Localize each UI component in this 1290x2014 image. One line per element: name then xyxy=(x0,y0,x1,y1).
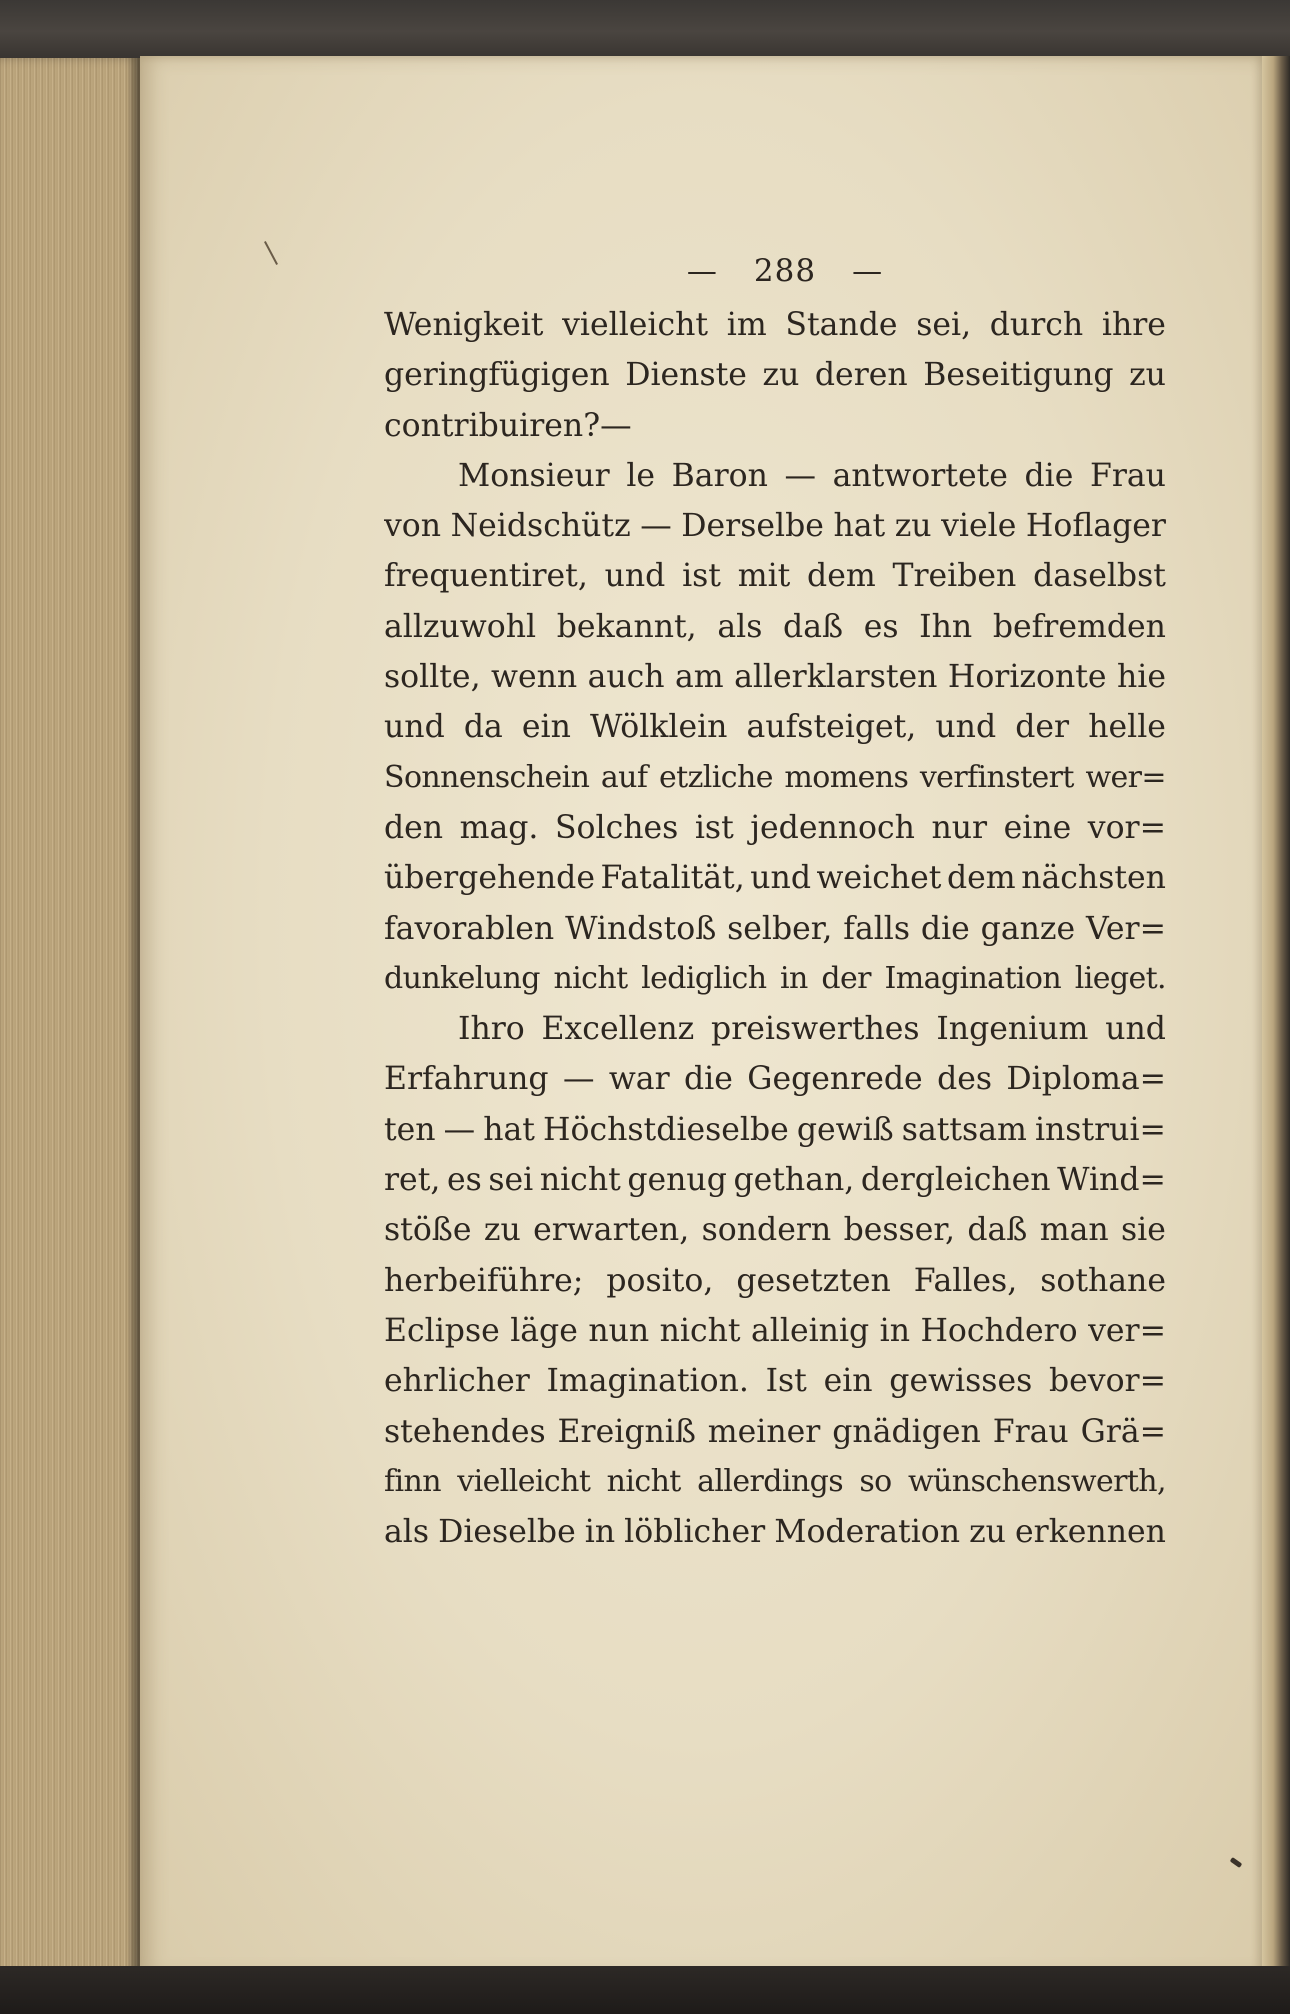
word: sie xyxy=(1121,1212,1166,1249)
word: allerklarsten xyxy=(734,659,938,696)
word: etzliche xyxy=(658,759,773,795)
word: daß xyxy=(967,1212,1028,1249)
word: in xyxy=(780,960,808,996)
word: Hochdero xyxy=(920,1312,1078,1349)
text-line xyxy=(384,1004,1166,1054)
word: Hoflager xyxy=(1025,508,1166,545)
text-line xyxy=(384,602,1166,652)
word: selber, xyxy=(727,910,833,947)
word: zu xyxy=(1129,357,1166,394)
word: die xyxy=(1024,457,1074,494)
word: daß xyxy=(783,608,844,645)
word: durch xyxy=(989,307,1084,343)
word: zu xyxy=(483,1212,521,1249)
word: mit xyxy=(737,558,791,595)
word: Wind= xyxy=(1057,1162,1166,1199)
word: dergleichen xyxy=(860,1162,1051,1199)
word: in xyxy=(584,1514,616,1551)
word: preiswerthes xyxy=(711,1011,920,1048)
text-line xyxy=(384,652,1166,702)
bottom-binding xyxy=(0,1966,1290,2014)
word: Imagination xyxy=(884,960,1062,996)
word: contribuiren? xyxy=(384,407,601,444)
word: Treiben xyxy=(892,558,1017,595)
word: mag. xyxy=(459,809,539,846)
right-page-edge xyxy=(1262,56,1290,1986)
header-dash-left: — xyxy=(686,253,718,289)
word: falls xyxy=(843,910,911,947)
word: es xyxy=(446,1162,482,1199)
word: viele xyxy=(941,508,1017,545)
word: Beseitigung xyxy=(923,357,1114,394)
word: ein xyxy=(823,1363,873,1400)
text-line xyxy=(384,350,1166,400)
word: Frau xyxy=(992,1413,1069,1450)
word: erwarten, xyxy=(533,1212,690,1249)
word: zu xyxy=(969,1514,1006,1551)
word: Dieselbe xyxy=(438,1514,576,1551)
word: ver= xyxy=(1088,1312,1166,1349)
word: Moderation xyxy=(774,1514,961,1551)
word: war xyxy=(608,1061,670,1098)
word: dem xyxy=(946,860,1016,897)
text-line xyxy=(384,954,1166,1004)
text-line xyxy=(384,904,1166,954)
word: Monsieur xyxy=(458,457,610,494)
text-line xyxy=(384,1356,1166,1406)
text-line xyxy=(384,853,1166,903)
word: löblicher xyxy=(624,1514,766,1551)
word: herbeiführe; xyxy=(384,1262,584,1299)
word: den xyxy=(384,809,444,846)
word: die xyxy=(920,910,970,947)
word: Erfahrung xyxy=(384,1061,549,1098)
word: — xyxy=(562,1061,595,1098)
word: Frau xyxy=(1089,457,1166,494)
word: ten xyxy=(384,1111,436,1148)
word: Fatalität, xyxy=(600,860,745,897)
word: erkennen xyxy=(1015,1514,1166,1551)
word: Ingenium xyxy=(936,1011,1089,1048)
word: frequentiret, xyxy=(384,558,588,595)
word: sei xyxy=(488,1162,534,1199)
word: Wenigkeit xyxy=(384,307,544,343)
word: vielleicht xyxy=(562,307,709,343)
text-line xyxy=(384,1457,1166,1507)
word: nächsten xyxy=(1021,860,1166,897)
word: Sonnenschein xyxy=(384,759,590,795)
word: und xyxy=(1105,1011,1166,1048)
text-line xyxy=(384,1205,1166,1255)
word: zu xyxy=(894,508,932,545)
word: momens xyxy=(784,759,909,795)
word: übergehende xyxy=(384,860,595,897)
word: befremden xyxy=(992,608,1166,645)
word: hie xyxy=(1116,659,1166,696)
page-header xyxy=(404,248,1166,294)
word: Derselbe xyxy=(681,508,824,545)
word: wenn xyxy=(491,659,578,696)
word: der xyxy=(1015,709,1070,746)
word: — xyxy=(784,457,816,494)
word: aufsteiget, xyxy=(746,709,917,746)
word: bevor= xyxy=(1048,1363,1166,1400)
word: geringfügigen xyxy=(384,357,610,394)
word: nur xyxy=(931,809,988,846)
word: Ihro xyxy=(458,1011,525,1048)
word: weichet xyxy=(816,860,942,897)
word: Neidschütz xyxy=(450,508,631,545)
word: ganze xyxy=(980,910,1076,947)
text-line xyxy=(384,1407,1166,1457)
word: hat xyxy=(833,508,886,545)
word: lieget. xyxy=(1074,960,1166,996)
word: stöße xyxy=(384,1212,472,1249)
text-line xyxy=(384,1306,1166,1356)
word: Diploma= xyxy=(1006,1061,1166,1098)
page-stack-edge xyxy=(0,58,140,1983)
word: es xyxy=(863,608,899,645)
word: allerdings xyxy=(697,1463,843,1499)
word: und xyxy=(384,709,445,746)
word: sattsam xyxy=(901,1111,1027,1148)
word: hat xyxy=(483,1111,535,1148)
word: finn xyxy=(384,1463,441,1499)
word: eine xyxy=(1003,809,1072,846)
word: da xyxy=(463,709,503,746)
word: als xyxy=(384,1514,430,1551)
word: genug xyxy=(627,1162,727,1199)
word: und xyxy=(604,558,666,595)
word: besser, xyxy=(843,1212,955,1249)
word: auf xyxy=(600,759,648,795)
word: bekannt, xyxy=(556,608,697,645)
word: — xyxy=(443,1111,476,1148)
word: Grä= xyxy=(1080,1413,1166,1450)
text-line xyxy=(384,1054,1166,1104)
word: sei, xyxy=(916,307,972,343)
word: als xyxy=(717,608,763,645)
word: nun xyxy=(588,1312,650,1349)
word: nicht xyxy=(606,1463,681,1499)
text-line xyxy=(384,551,1166,601)
word: meiner xyxy=(707,1413,821,1450)
word: man xyxy=(1039,1212,1109,1249)
word: Dienste xyxy=(625,357,747,394)
word: gesetzten xyxy=(736,1262,891,1299)
word: nicht xyxy=(539,1162,621,1199)
word: und xyxy=(750,860,811,897)
word: Wölklein xyxy=(590,709,728,746)
text-line xyxy=(384,1507,1166,1557)
word: sothane xyxy=(1040,1262,1166,1299)
word: allzuwohl xyxy=(384,608,537,645)
word: deren xyxy=(814,357,908,394)
word: instrui= xyxy=(1034,1111,1166,1148)
word: Excellenz xyxy=(541,1011,695,1048)
word: favorablen xyxy=(384,910,555,947)
word: Stande xyxy=(785,307,898,343)
word: am xyxy=(675,659,724,696)
word: lediglich xyxy=(641,960,767,996)
word: gewiß xyxy=(796,1111,894,1148)
word: von xyxy=(384,508,442,545)
word: wer= xyxy=(1085,759,1166,795)
word: der xyxy=(821,960,871,996)
word: dunkelung xyxy=(384,960,540,996)
text-line xyxy=(384,1256,1166,1306)
word: alleinig xyxy=(751,1312,870,1349)
word: ihre xyxy=(1101,307,1166,343)
word: Solches xyxy=(554,809,679,846)
word: daselbst xyxy=(1033,558,1166,595)
word: Ereigniß xyxy=(557,1413,696,1450)
word: dem xyxy=(807,558,876,595)
word: vielleicht xyxy=(457,1463,591,1499)
word: jedennoch xyxy=(750,809,915,846)
word: ist xyxy=(682,558,721,595)
word: des xyxy=(937,1061,993,1098)
word: ein xyxy=(521,709,571,746)
text-line xyxy=(384,1105,1166,1155)
word: — xyxy=(640,508,672,545)
word: Horizonte xyxy=(947,659,1107,696)
word: im xyxy=(726,307,767,343)
word: stehendes xyxy=(384,1413,546,1450)
word: ehrlicher xyxy=(384,1363,530,1400)
text-line xyxy=(384,501,1166,551)
word: gethan, xyxy=(733,1162,855,1199)
word: Höchstdieselbe xyxy=(543,1111,789,1148)
text-line xyxy=(384,300,1166,350)
word: zu xyxy=(762,357,800,394)
word: in xyxy=(879,1312,910,1349)
word: le xyxy=(626,457,656,494)
page-text xyxy=(384,248,1166,1557)
word: Ist xyxy=(765,1363,807,1400)
word: ret, xyxy=(384,1162,441,1199)
word: sollte, xyxy=(384,659,481,696)
word: nicht xyxy=(659,1312,741,1349)
word: auch xyxy=(587,659,665,696)
word: gnädigen xyxy=(832,1413,981,1450)
word: läge xyxy=(510,1312,578,1349)
page-number: 288 xyxy=(753,253,817,289)
word: antwortete xyxy=(832,457,1008,494)
text-line xyxy=(384,753,1166,803)
word: Falles, xyxy=(913,1262,1018,1299)
word: Gegenrede xyxy=(747,1061,923,1098)
word: wünschenswerth, xyxy=(907,1463,1166,1499)
word: ist xyxy=(694,809,734,846)
word: Ihn xyxy=(919,608,973,645)
word: und xyxy=(935,709,997,746)
word: posito, xyxy=(606,1262,714,1299)
word: die xyxy=(684,1061,733,1098)
header-dash-right: — xyxy=(852,253,884,289)
word: gewisses xyxy=(889,1363,1033,1400)
text-line xyxy=(384,803,1166,853)
word: so xyxy=(859,1463,892,1499)
word: verfinstert xyxy=(919,759,1074,795)
word: Windstoß xyxy=(565,910,717,947)
word: vor= xyxy=(1087,809,1166,846)
text-line xyxy=(384,702,1166,752)
word: Ver= xyxy=(1086,910,1166,947)
word: Eclipse xyxy=(384,1312,500,1349)
word: sondern xyxy=(701,1212,832,1249)
word: nicht xyxy=(553,960,628,996)
text-line xyxy=(384,1155,1166,1205)
text-line xyxy=(384,401,1166,451)
word: Baron xyxy=(671,457,768,494)
word: — xyxy=(600,407,632,444)
text-line xyxy=(384,451,1166,501)
word: helle xyxy=(1088,709,1166,746)
word: Imagination. xyxy=(546,1363,749,1400)
